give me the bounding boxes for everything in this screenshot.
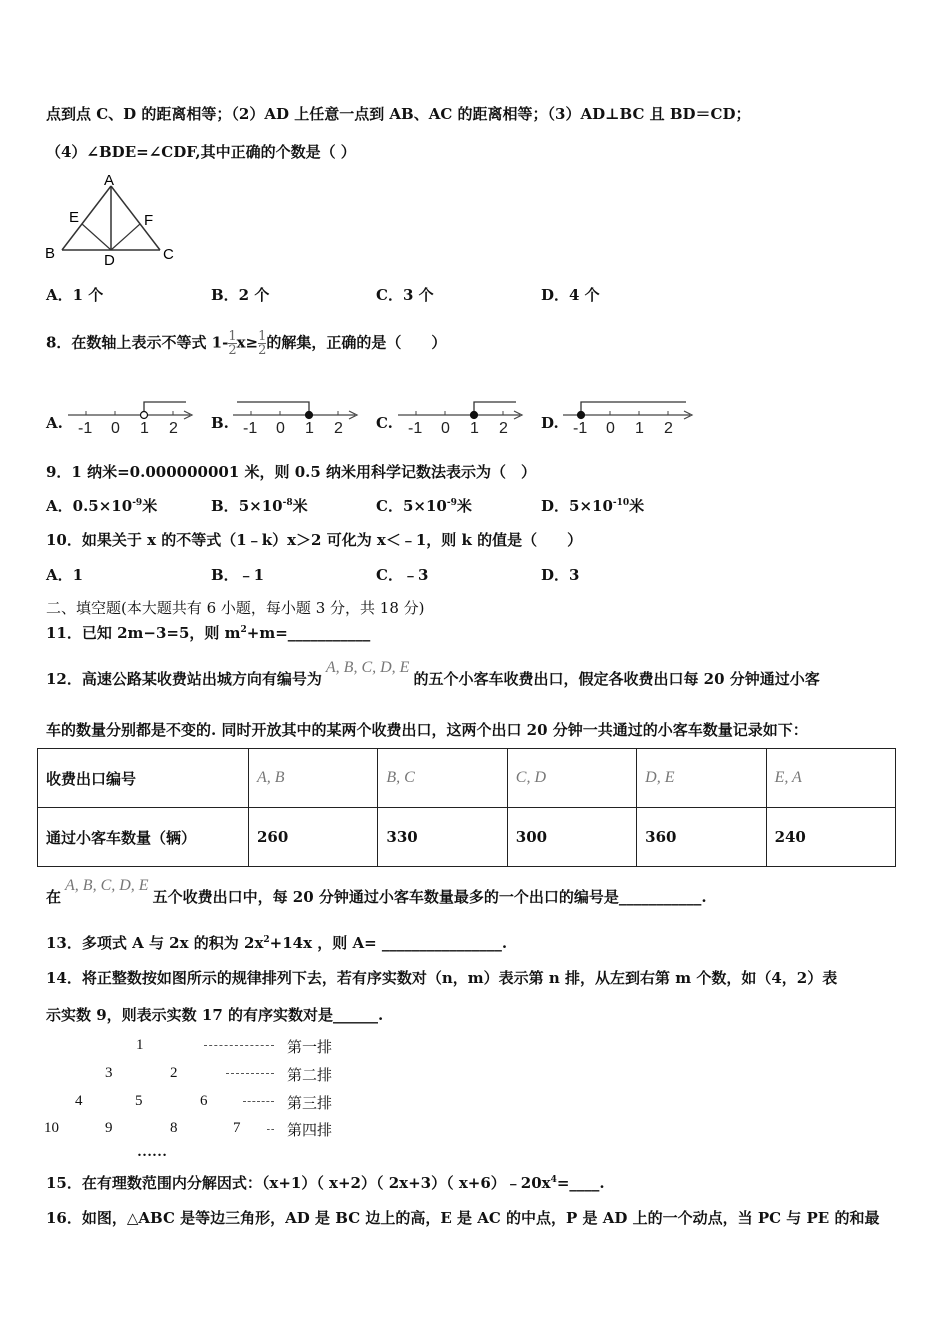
tick-label: 2 xyxy=(169,420,178,437)
q12-line1: 12．高速公路某收费站出城方向有编号为A, B, C, D, E的五个小客车收费出口，假定各收费出口每 20 分钟通过小客 xyxy=(46,659,820,688)
q13-stem: 13．多项式 A 与 2x 的积为 $2x^2+14x$ ，则 A= ________________. xyxy=(46,934,508,952)
q14-line2: 示实数 9，则表示实数 17 的有序实数对是______. xyxy=(46,1006,384,1024)
q8-suffix: 的解集，正确的是（ ） xyxy=(266,333,447,352)
table-cell: A, B xyxy=(249,749,378,808)
row-label: 第三排 xyxy=(287,1094,333,1112)
q12-line2: 车的数量分别都是不变的. 同时开放其中的某两个收费出口，这两个出口 20 分钟一共通过的小客车数量记录如下： xyxy=(46,721,808,739)
dashed-leader xyxy=(267,1129,274,1130)
pyramid-number: 6 xyxy=(200,1093,208,1109)
pyramid-number: 9 xyxy=(105,1120,113,1136)
q11-blank[interactable]: ___________ xyxy=(287,624,371,642)
label-b: B xyxy=(45,245,56,262)
tick-label: -1 xyxy=(243,420,258,437)
q9-option-b[interactable]: B．$5\times 10^{-8}$米 xyxy=(211,497,308,515)
q9-option-a[interactable]: A．$0.5\times 10^{-9}$米 xyxy=(46,497,158,515)
number-line-a[interactable] xyxy=(68,395,198,440)
pyramid-number: 1 xyxy=(136,1037,144,1053)
tick-label: 2 xyxy=(334,420,343,437)
q7-line2: （4）∠BDE=∠CDF,其中正确的个数是（ ） xyxy=(46,143,356,161)
q8-label-c[interactable]: C. xyxy=(376,414,393,432)
table-header-exit: 收费出口编号 xyxy=(38,749,249,808)
table-header-count: 通过小客车数量（辆） xyxy=(38,808,249,867)
solution-bracket xyxy=(237,402,309,411)
pyramid-number: 7 xyxy=(233,1120,241,1136)
q9-option-d[interactable]: D．$5\times 10^{-10}$米 xyxy=(541,497,645,515)
table-cell: B, C xyxy=(378,749,507,808)
number-line-c[interactable] xyxy=(398,395,528,440)
q7-option-a[interactable]: A．1 个 xyxy=(46,286,104,304)
q8-mid: x≥ xyxy=(236,333,259,352)
tick-label: 1 xyxy=(305,420,314,437)
tick-label: 2 xyxy=(499,420,508,437)
row-label: 第四排 xyxy=(287,1121,333,1139)
row-label: 第二排 xyxy=(287,1066,333,1084)
pyramid-number: 2 xyxy=(170,1065,178,1081)
tick-label: -1 xyxy=(78,420,93,437)
tick-label: 2 xyxy=(664,420,673,437)
endpoint-dot xyxy=(471,412,478,419)
q7-option-d[interactable]: D．4 个 xyxy=(541,286,600,304)
tick-label: 0 xyxy=(606,420,615,437)
q10-option-c[interactable]: C．﹣3 xyxy=(376,566,429,584)
triangle-figure xyxy=(42,170,182,265)
q9-stem: 9．1 纳米=0.000000001 米，则 0.5 纳米用科学记数法表示为（ ） xyxy=(46,463,537,481)
tick-label: 0 xyxy=(441,420,450,437)
endpoint-dot xyxy=(578,412,585,419)
row-label: 第一排 xyxy=(287,1038,333,1056)
pyramid-number: 10 xyxy=(44,1120,59,1136)
tick-label: 1 xyxy=(140,420,149,437)
table-cell: E, A xyxy=(766,749,895,808)
pyramid-ellipsis: …… xyxy=(137,1144,167,1160)
pyramid-number: 3 xyxy=(105,1065,113,1081)
table-cell: D, E xyxy=(637,749,766,808)
q14-line1: 14．将正整数按如图所示的规律排列下去，若有序实数对（n，m）表示第 n 排，从左到右第 m 个数，如（4，2）表 xyxy=(46,969,838,987)
table-row xyxy=(38,749,896,808)
q8-stem xyxy=(46,330,446,357)
q8-fraction-2: $\frac{1}{2}$ xyxy=(258,329,267,358)
tick-label: -1 xyxy=(573,420,588,437)
number-line-d[interactable] xyxy=(563,395,698,440)
q10-option-a[interactable]: A．1 xyxy=(46,566,84,584)
toll-table xyxy=(37,748,896,867)
q8-label-b[interactable]: B. xyxy=(211,414,229,432)
table-cell: 330 xyxy=(378,808,507,867)
label-d: D xyxy=(104,252,115,265)
tick-label: 1 xyxy=(635,420,644,437)
q16-line1: 16．如图，△ABC 是等边三角形，AD 是 BC 边上的高，E 是 AC 的中点，P 是 AD 上的一个动点，当 PC 与 PE 的和最 xyxy=(46,1209,880,1227)
label-c: C xyxy=(163,246,174,263)
dashed-leader xyxy=(226,1073,274,1074)
tick-label: 0 xyxy=(276,420,285,437)
table-cell: 240 xyxy=(766,808,895,867)
pyramid-number: 5 xyxy=(135,1093,143,1109)
label-f: F xyxy=(144,212,154,229)
q8-prefix: 8．在数轴上表示不等式 1- xyxy=(46,333,229,352)
q10-option-b[interactable]: B．﹣1 xyxy=(211,566,265,584)
solution-bracket xyxy=(474,402,516,411)
q8-fraction-1: $\frac{1}{2}$ xyxy=(228,329,237,358)
endpoint-dot xyxy=(141,412,148,419)
q12-question: 在A, B, C, D, E五个收费出口中，每 20 分钟通过小客车数量最多的一个出口的编号是___________. xyxy=(46,877,707,906)
solution-bracket xyxy=(581,402,686,411)
tick-label: 0 xyxy=(111,420,120,437)
table-cell: 260 xyxy=(249,808,378,867)
table-cell: 360 xyxy=(637,808,766,867)
dashed-leader xyxy=(204,1045,274,1046)
endpoint-dot xyxy=(306,412,313,419)
q8-label-d[interactable]: D. xyxy=(541,414,559,432)
table-cell: C, D xyxy=(507,749,636,808)
tick-label: -1 xyxy=(408,420,423,437)
q7-line1: 点到点 C、D 的距离相等；（2）AD 上任意一点到 AB、AC 的距离相等；（3）AD⊥BC 且 BD＝CD； xyxy=(46,105,751,123)
q7-option-c[interactable]: C．3 个 xyxy=(376,286,434,304)
q8-label-a[interactable]: A. xyxy=(46,414,63,432)
pyramid-number: 8 xyxy=(170,1120,178,1136)
tick-label: 1 xyxy=(470,420,479,437)
q7-option-b[interactable]: B．2 个 xyxy=(211,286,270,304)
pyramid-number: 4 xyxy=(75,1093,83,1109)
table-cell: 300 xyxy=(507,808,636,867)
q10-option-d[interactable]: D．3 xyxy=(541,566,580,584)
solution-bracket xyxy=(144,402,186,411)
dashed-leader xyxy=(243,1101,274,1102)
label-a: A xyxy=(104,172,115,189)
q9-option-c[interactable]: C．$5\times 10^{-9}$米 xyxy=(376,497,472,515)
q10-stem: 10．如果关于 x 的不等式（1﹣k）x＞2 可化为 x＜﹣1，则 k 的值是（ ） xyxy=(46,531,583,549)
q15-stem: 15．在有理数范围内分解因式：（x+1）（ x+2）（ 2x+3）（ $x+6)﹣20x^4=\_\_\_\_$. xyxy=(46,1174,605,1192)
q11-stem: 11．已知 2m−3=5，则 $m^2+m=\_\_\_\_\_\_\_\_\_\_\_$ xyxy=(46,624,371,642)
table-row xyxy=(38,808,896,867)
label-e: E xyxy=(69,209,80,226)
section-2-heading: 二、填空题(本大题共有 6 小题，每小题 3 分，共 18 分) xyxy=(46,599,425,617)
number-line-b[interactable] xyxy=(233,395,363,440)
